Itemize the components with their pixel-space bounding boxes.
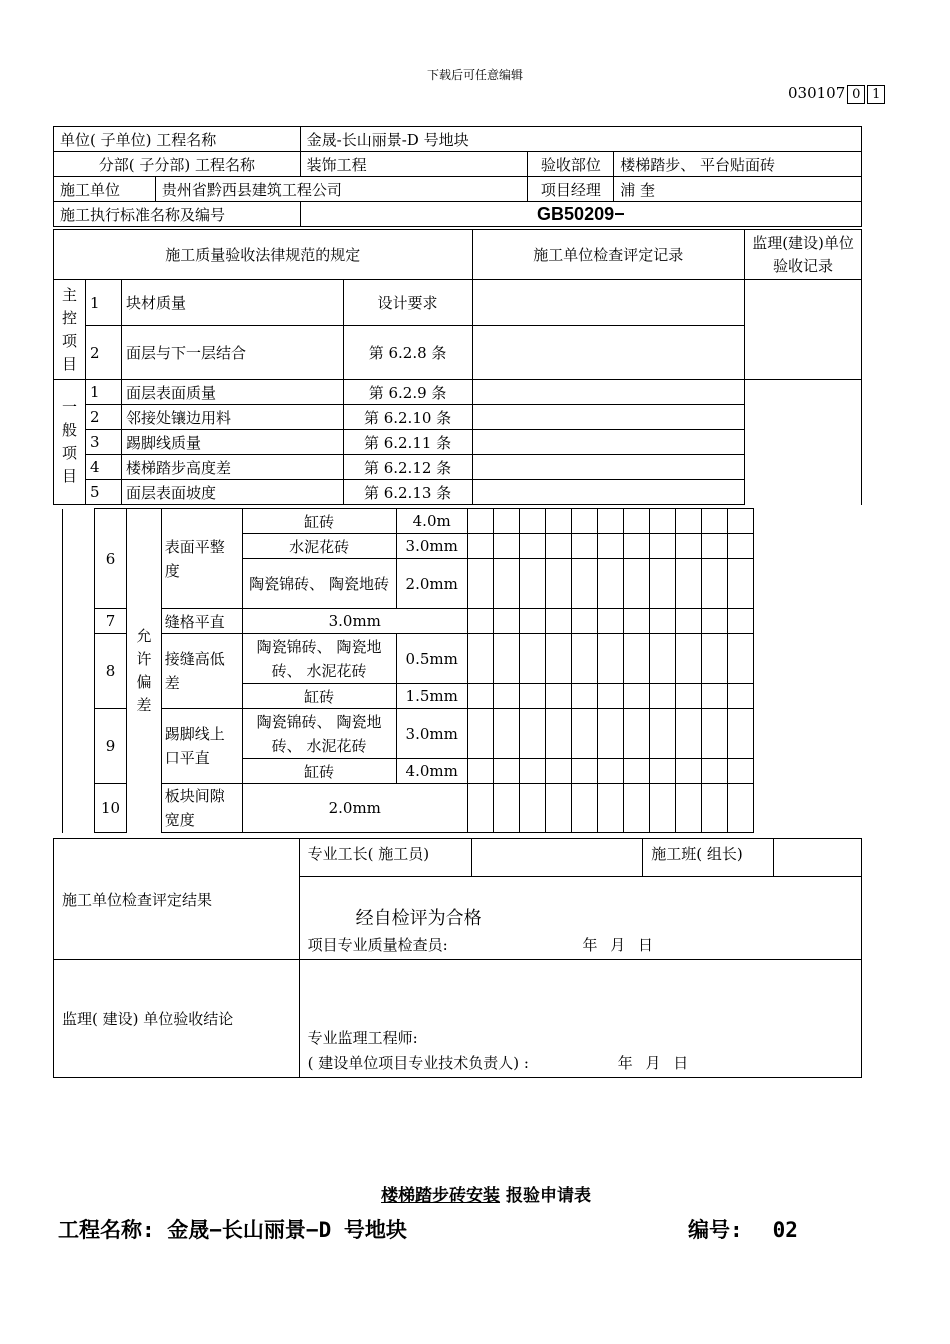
measure-cell [649, 684, 675, 709]
result-table [53, 838, 862, 1078]
measure-cell [467, 684, 493, 709]
inspector-date: 年 月 日 [582, 936, 654, 954]
general-supervise [745, 380, 862, 505]
measure-cell [701, 609, 727, 634]
measure-cell [701, 709, 727, 759]
tol-material: 陶瓷锦砖、 陶瓷地砖、 水泥花砖 [242, 634, 396, 684]
tol-item-7-name: 缝格平直 [161, 609, 242, 634]
measure-cell [545, 559, 571, 609]
measure-cell [623, 609, 649, 634]
check-result-label: 施工单位检查评定结果 [54, 839, 300, 960]
col-supervise-header: 监理(建设)单位验收记录 [745, 230, 862, 280]
measure-cell [727, 609, 753, 634]
measure-cell [545, 609, 571, 634]
form-title [0, 1181, 950, 1206]
measure-cell [675, 784, 701, 833]
measure-cell [649, 534, 675, 559]
general-item-no: 5 [85, 480, 121, 505]
measure-cell [467, 609, 493, 634]
sub-name-value: 装饰工程 [300, 152, 528, 177]
main-group-label: 主控项目 [54, 280, 86, 380]
measure-cell [545, 784, 571, 833]
standard-label: 施工执行标准名称及编号 [54, 202, 301, 227]
measure-cell [727, 759, 753, 784]
tol-item-6-name: 表面平整度 [161, 509, 242, 609]
tol-value: 3.0mm [396, 534, 467, 559]
tol-item-9-no: 9 [94, 709, 127, 784]
construct-unit-value: 贵州省黔西县建筑工程公司 [155, 177, 527, 202]
sub-name-label: 分部( 子分部) 工程名称 [54, 152, 301, 177]
measure-cell [649, 559, 675, 609]
number-line [688, 1214, 798, 1244]
col-rule-header: 施工质量验收法律规范的规定 [54, 230, 473, 280]
tol-value: 4.0m [396, 509, 467, 534]
main-item-name: 块材质量 [121, 280, 343, 326]
general-group-label: 一般项目 [54, 380, 86, 505]
owner-label: ( 建设单位项目专业技术负责人) : [307, 1054, 529, 1072]
measure-cell [675, 534, 701, 559]
measure-cell [545, 509, 571, 534]
foreman-value [472, 839, 643, 877]
measure-cell [519, 509, 545, 534]
engineer-label: 专业监理工程师: [307, 1029, 418, 1047]
general-item-check [472, 405, 745, 430]
measure-cell [493, 509, 519, 534]
general-item-name: 楼梯踏步高度差 [121, 455, 343, 480]
measure-cell [571, 784, 597, 833]
info-table [53, 126, 862, 227]
measure-cell [467, 509, 493, 534]
measure-cell [493, 534, 519, 559]
measure-cell [701, 759, 727, 784]
measure-cell [571, 759, 597, 784]
tol-value: 0.5mm [396, 634, 467, 684]
construct-unit-label: 施工单位 [54, 177, 156, 202]
measure-cell [597, 509, 623, 534]
tol-item-8-name: 接缝高低差 [161, 634, 242, 709]
measure-cell [493, 709, 519, 759]
team-value [774, 839, 862, 877]
measure-cell [571, 509, 597, 534]
measure-cell [649, 709, 675, 759]
measure-cell [727, 559, 753, 609]
general-item-no: 2 [85, 405, 121, 430]
inspector-label: 项目专业质量检查员: [307, 936, 448, 954]
general-item-name: 面层表面坡度 [121, 480, 343, 505]
measure-cell [571, 634, 597, 684]
self-check-cell [299, 877, 861, 960]
supervise-conclusion-label: 监理( 建设) 单位验收结论 [54, 960, 300, 1078]
col-check-header: 施工单位检查评定记录 [472, 230, 745, 280]
measure-cell [545, 759, 571, 784]
main-item-check [472, 280, 745, 326]
foreman-label: 专业工长( 施工员) [299, 839, 472, 877]
tol-item-6-no: 6 [94, 509, 127, 609]
measure-cell [545, 534, 571, 559]
measure-cell [597, 709, 623, 759]
measure-cell [727, 684, 753, 709]
measure-cell [493, 609, 519, 634]
measure-cell [727, 784, 753, 833]
general-item-req: 第 6.2.9 条 [343, 380, 472, 405]
measure-cell [623, 784, 649, 833]
general-item-check [472, 455, 745, 480]
measure-cell [623, 509, 649, 534]
measure-cell [727, 634, 753, 684]
measure-cell [675, 509, 701, 534]
tol-value: 2.0mm [396, 559, 467, 609]
measure-cell [467, 759, 493, 784]
measure-cell [649, 784, 675, 833]
pm-label: 项目经理 [528, 177, 614, 202]
inspector-line [308, 934, 853, 955]
general-item-req: 第 6.2.13 条 [343, 480, 472, 505]
measure-cell [623, 684, 649, 709]
main-item-req: 设计要求 [343, 280, 472, 326]
main-item-no: 2 [85, 326, 121, 380]
measure-cell [519, 759, 545, 784]
measure-cell [701, 509, 727, 534]
pm-value: 浦 奎 [614, 177, 862, 202]
measure-cell [649, 634, 675, 684]
tol-item-10-no: 10 [94, 784, 127, 833]
download-note: 下载后可任意编辑 [426, 68, 523, 82]
measure-cell [493, 634, 519, 684]
unit-name-value: 金晟-长山丽景-D 号地块 [300, 127, 861, 152]
general-item-check [472, 430, 745, 455]
measure-cell [649, 609, 675, 634]
accept-part-label: 验收部位 [528, 152, 614, 177]
unit-name-label: 单位( 子单位) 工程名称 [54, 127, 301, 152]
measure-cell [519, 684, 545, 709]
tol-material: 缸砖 [242, 684, 396, 709]
measure-cell [701, 534, 727, 559]
measure-cell [493, 784, 519, 833]
measure-cell [571, 609, 597, 634]
accept-part-value: 楼梯踏步、 平台贴面砖 [614, 152, 862, 177]
tol-value: 4.0mm [396, 759, 467, 784]
tol-item-8-no: 8 [94, 634, 127, 709]
measure-cell [649, 759, 675, 784]
measure-cell [675, 559, 701, 609]
measure-cell [467, 784, 493, 833]
general-item-no: 3 [85, 430, 121, 455]
measure-cell [675, 709, 701, 759]
measure-cell [519, 534, 545, 559]
general-item-check [472, 480, 745, 505]
measure-cell [545, 709, 571, 759]
measure-cell [467, 709, 493, 759]
measure-cell [623, 534, 649, 559]
measure-cell [571, 534, 597, 559]
measure-cell [597, 559, 623, 609]
measure-cell [727, 509, 753, 534]
measure-cell [675, 759, 701, 784]
owner-line [308, 1052, 853, 1073]
measure-cell [493, 759, 519, 784]
form-code-box-1: 0 [847, 85, 865, 104]
tol-material: 缸砖 [242, 759, 396, 784]
general-item-no: 4 [85, 455, 121, 480]
form-title-underlined: 楼梯踏步砖安装 [381, 1186, 501, 1206]
spec-table [53, 229, 862, 505]
measure-cell [467, 634, 493, 684]
measure-cell [675, 609, 701, 634]
team-label: 施工班( 组长) [643, 839, 774, 877]
general-item-req: 第 6.2.12 条 [343, 455, 472, 480]
measure-cell [623, 759, 649, 784]
measure-cell [493, 559, 519, 609]
measure-cell [519, 609, 545, 634]
measure-cell [623, 634, 649, 684]
measure-cell [727, 534, 753, 559]
form-code-box-2: 1 [867, 85, 885, 104]
measure-cell [623, 709, 649, 759]
measure-cell [519, 634, 545, 684]
general-item-no: 1 [85, 380, 121, 405]
measure-cell [519, 709, 545, 759]
general-item-name: 踢脚线质量 [121, 430, 343, 455]
measure-cell [467, 559, 493, 609]
measure-cell [519, 559, 545, 609]
measure-cell [623, 559, 649, 609]
tol-value: 3.0mm [396, 709, 467, 759]
self-check-text: 经自检评为合格 [355, 908, 482, 929]
form-title-rest: 报验申请表 [505, 1186, 591, 1206]
measure-cell [597, 534, 623, 559]
measure-cell [519, 784, 545, 833]
main-supervise [745, 280, 862, 380]
main-item-no: 1 [85, 280, 121, 326]
measure-cell [545, 634, 571, 684]
main-item-check [472, 326, 745, 380]
measure-cell [701, 634, 727, 684]
measure-cell [701, 784, 727, 833]
general-item-check [472, 380, 745, 405]
general-item-name: 邻接处镶边用料 [121, 405, 343, 430]
measure-cell [597, 784, 623, 833]
general-item-req: 第 6.2.11 条 [343, 430, 472, 455]
measure-cell [467, 534, 493, 559]
tol-value: 2.0mm [242, 784, 467, 833]
measure-cell [571, 709, 597, 759]
tolerance-group-label: 允许偏差 [127, 509, 161, 833]
project-line: 工程名称: 金晟−长山丽景−D 号地块 [58, 1218, 407, 1242]
measure-cell [675, 684, 701, 709]
measure-cell [545, 684, 571, 709]
tol-value: 1.5mm [396, 684, 467, 709]
measure-cell [701, 559, 727, 609]
form-code-prefix: 030107 [788, 84, 846, 102]
form-code [788, 84, 885, 104]
number-label: 编号: [688, 1218, 743, 1242]
tol-material: 陶瓷锦砖、 陶瓷地砖、 水泥花砖 [242, 709, 396, 759]
measure-cell [701, 684, 727, 709]
tol-material: 水泥花砖 [242, 534, 396, 559]
measure-cell [675, 634, 701, 684]
measure-cell [493, 684, 519, 709]
tolerance-table [62, 508, 754, 833]
tol-item-7-no: 7 [94, 609, 127, 634]
tol-material: 缸砖 [242, 509, 396, 534]
measure-cell [571, 684, 597, 709]
tolerance-left-margin [63, 509, 95, 833]
tol-item-10-name: 板块间隙宽度 [161, 784, 242, 833]
measure-cell [597, 684, 623, 709]
main-item-name: 面层与下一层结合 [121, 326, 343, 380]
measure-cell [597, 634, 623, 684]
standard-value: GB50209− [300, 202, 861, 227]
tol-value: 3.0mm [242, 609, 467, 634]
number-value: 02 [772, 1218, 798, 1242]
measure-cell [597, 759, 623, 784]
general-item-req: 第 6.2.10 条 [343, 405, 472, 430]
supervise-conclusion-cell [299, 960, 861, 1078]
main-item-req: 第 6.2.8 条 [343, 326, 472, 380]
tol-item-9-name: 踢脚线上口平直 [161, 709, 242, 784]
tol-material: 陶瓷锦砖、 陶瓷地砖 [242, 559, 396, 609]
measure-cell [571, 559, 597, 609]
measure-cell [597, 609, 623, 634]
owner-date: 年 月 日 [617, 1054, 689, 1072]
measure-cell [727, 709, 753, 759]
general-item-name: 面层表面质量 [121, 380, 343, 405]
measure-cell [649, 509, 675, 534]
